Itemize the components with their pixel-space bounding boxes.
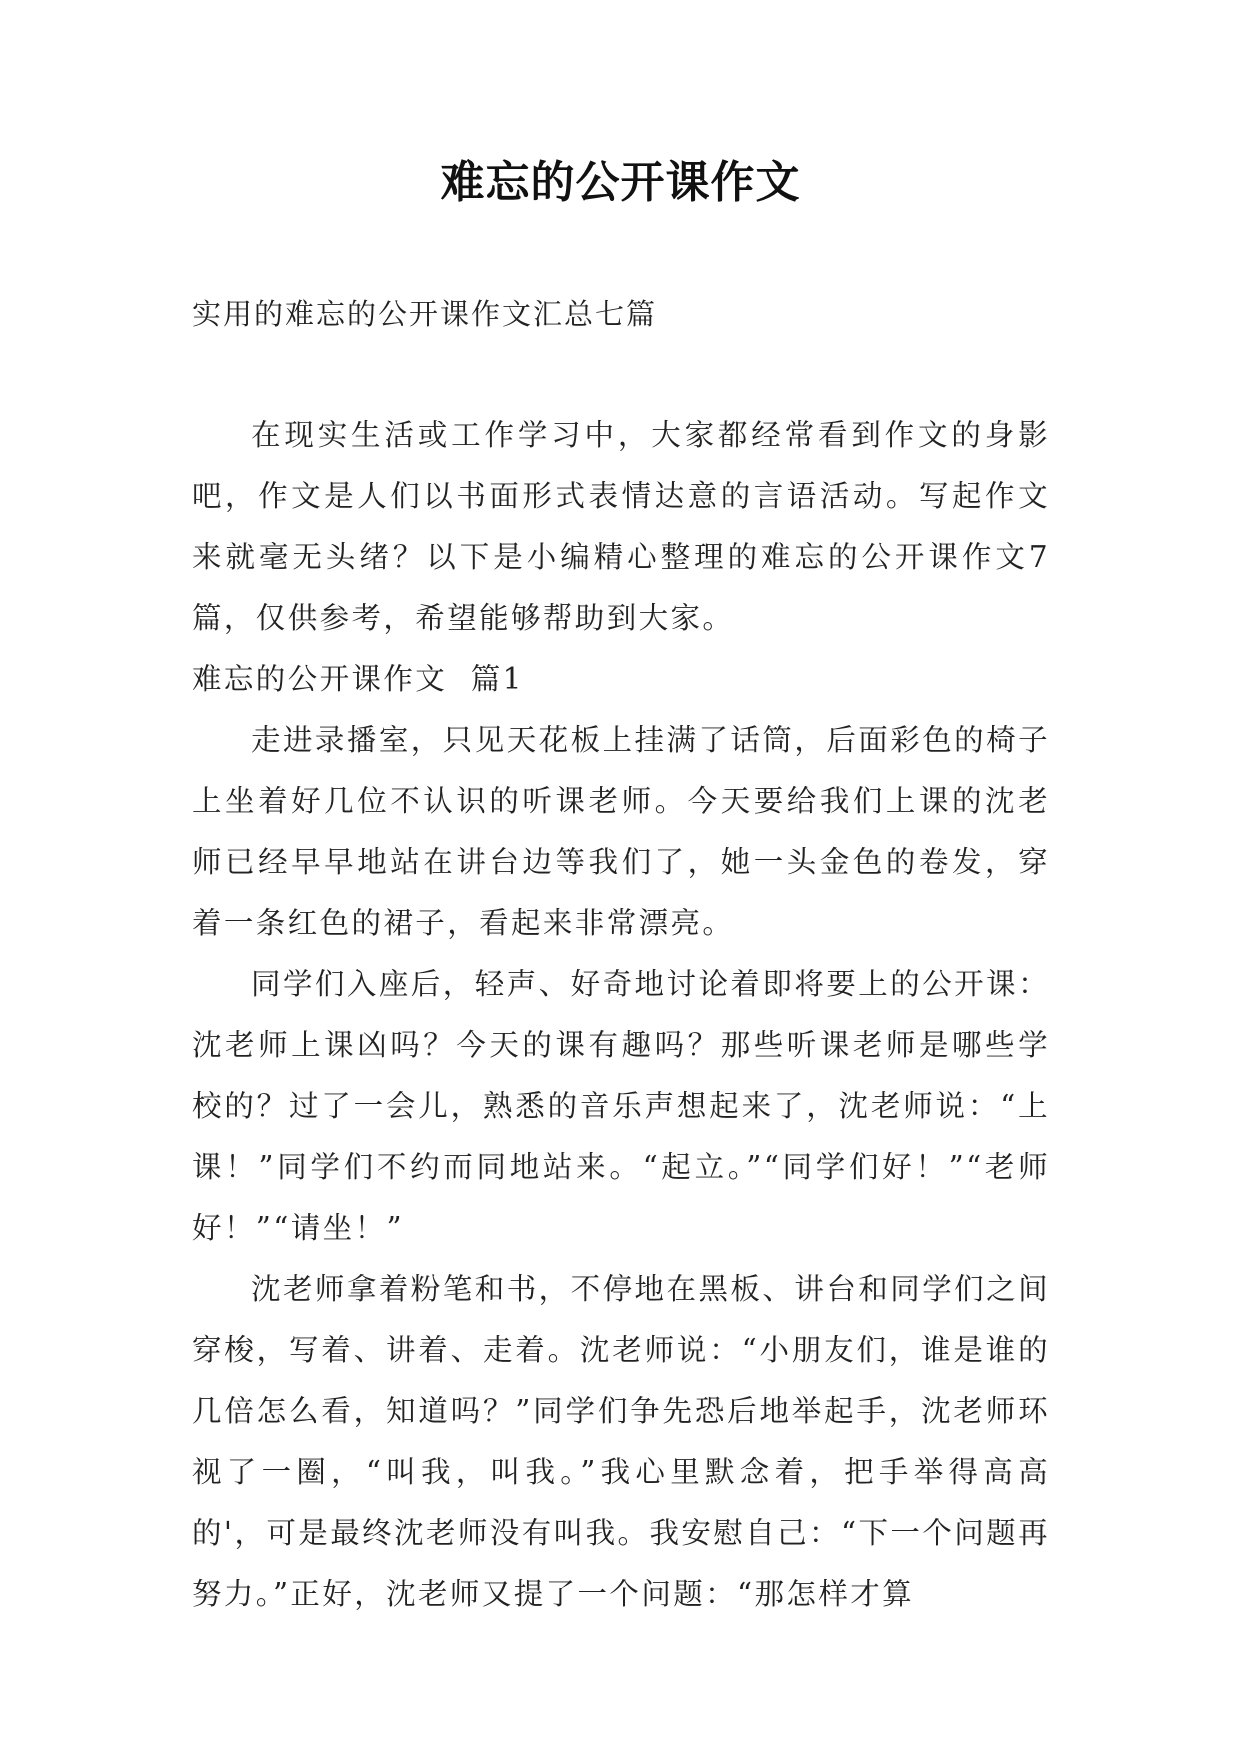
document-body bbox=[192, 405, 1050, 1625]
body-paragraph: 沈老师拿着粉笔和书，不停地在黑板、讲台和同学们之间穿梭，写着、讲着、走着。沈老师说：“小朋友们，谁是谁的几倍怎么看，知道吗？”同学们争先恐后地举起手，沈老师环视了一圈，“叫我，叫我。”我心里默念着，把手举得高高的'，可是最终沈老师没有叫我。我安慰自己：“下一个问题再努力。”正好，沈老师又提了一个问题：“那怎样才算 bbox=[192, 1272, 1050, 1611]
intro-paragraph: 在现实生活或工作学习中，大家都经常看到作文的身影吧，作文是人们以书面形式表情达意的言语活动。写起作文来就毫无头绪？以下是小编精心整理的难忘的公开课作文7篇，仅供参考，希望能够帮助到大家。 bbox=[192, 418, 1050, 635]
body-paragraph: 同学们入座后，轻声、好奇地讨论着即将要上的公开课：沈老师上课凶吗？今天的课有趣吗？那些听课老师是哪些学校的？过了一会儿，熟悉的音乐声想起来了，沈老师说：“上课！”同学们不约而同地站来。“起立。”“同学们好！”“老师好！”“请坐！” bbox=[192, 967, 1050, 1245]
document-subtitle: 实用的难忘的公开课作文汇总七篇 bbox=[192, 297, 658, 331]
section-heading: 难忘的公开课作文 篇1 bbox=[192, 662, 524, 696]
document-title: 难忘的公开课作文 bbox=[440, 157, 801, 208]
body-paragraph: 走进录播室，只见天花板上挂满了话筒，后面彩色的椅子上坐着好几位不认识的听课老师。今天要给我们上课的沈老师已经早早地站在讲台边等我们了，她一头金色的卷发，穿着一条红色的裙子，看起来非常漂亮。 bbox=[192, 723, 1050, 940]
